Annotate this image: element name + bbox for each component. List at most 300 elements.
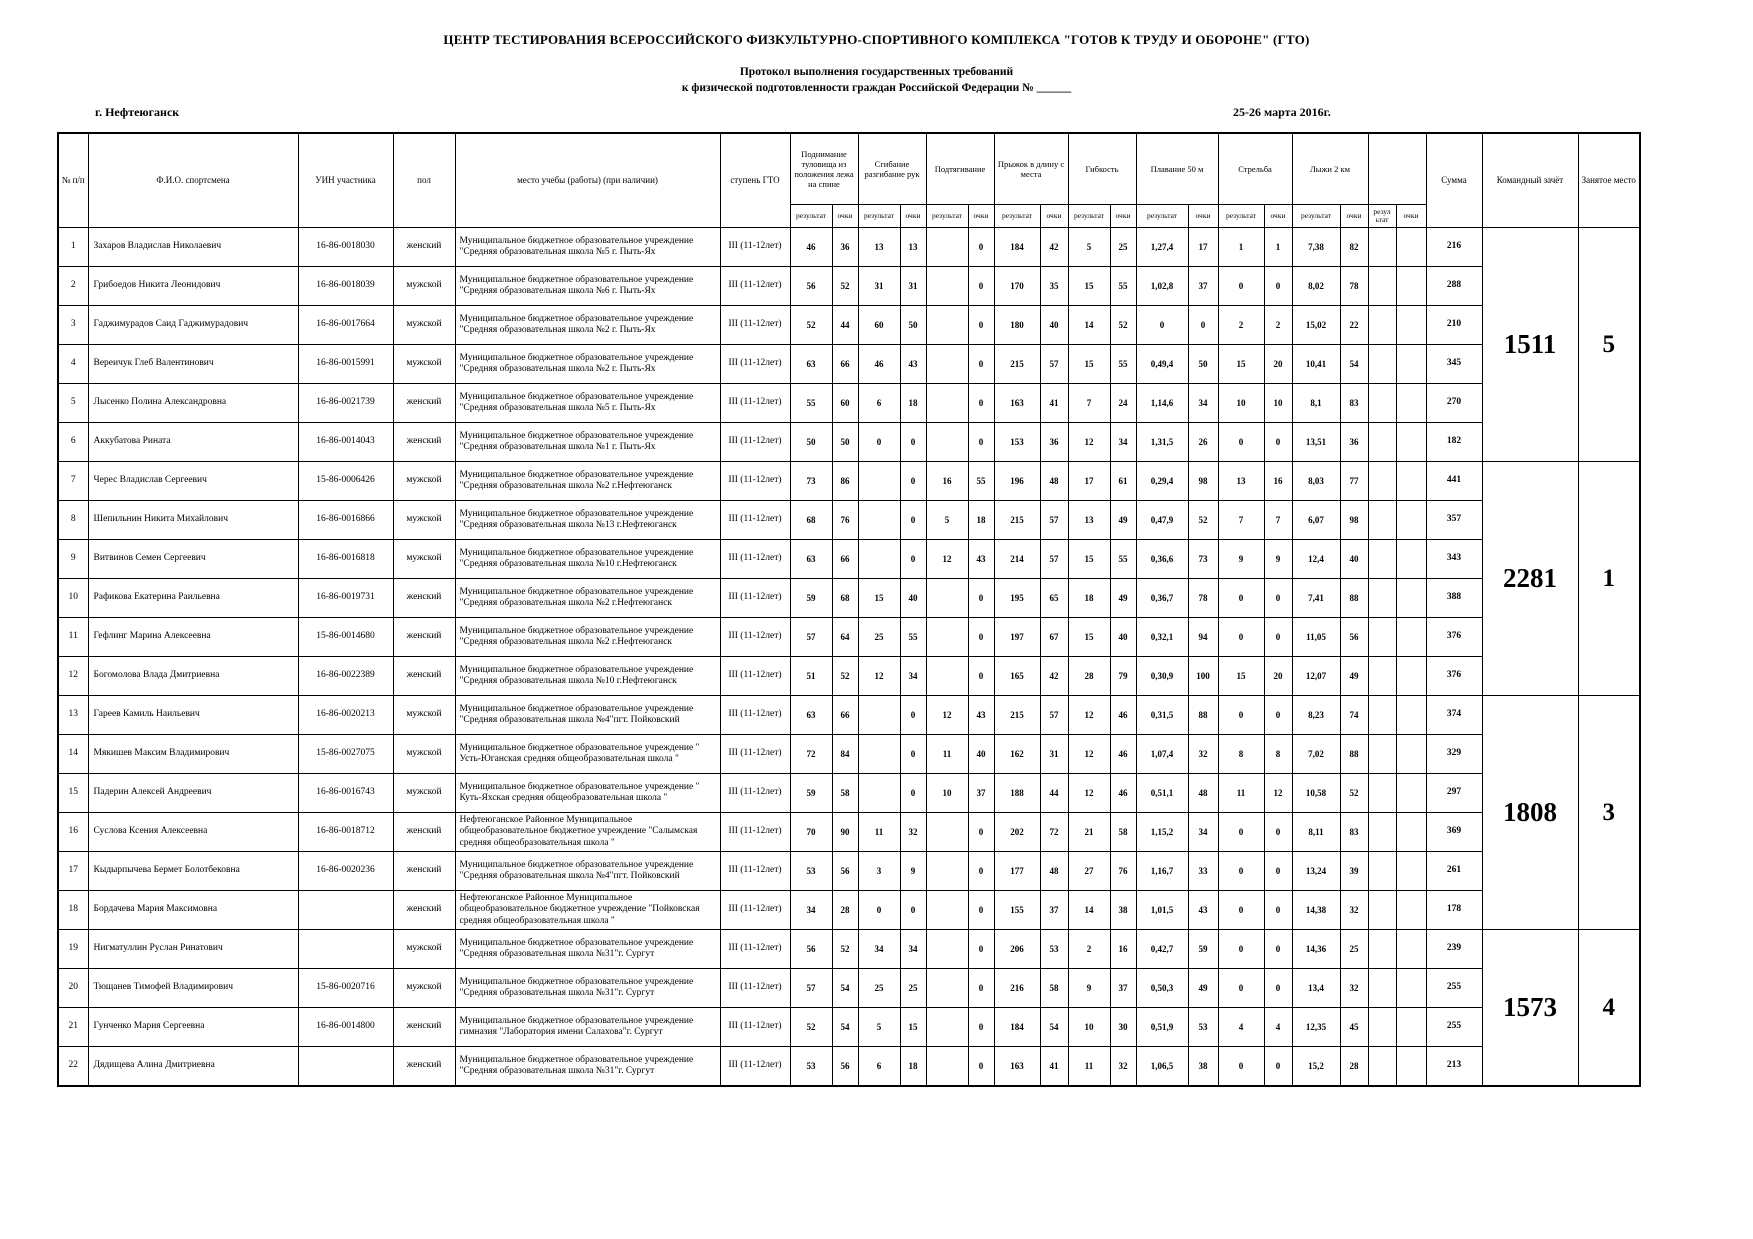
cell-value: 0 <box>968 384 994 423</box>
cell-value: 57 <box>790 618 832 657</box>
cell-value: 7 <box>1264 501 1292 540</box>
column-header: Сумма <box>1426 133 1482 228</box>
cell-value: 53 <box>1040 930 1068 969</box>
cell-value: 8,23 <box>1292 696 1340 735</box>
cell-sum: 441 <box>1426 462 1482 501</box>
table-row <box>58 306 1640 345</box>
cell-value: 34 <box>858 930 900 969</box>
cell-value: 0 <box>900 462 926 501</box>
cell-sum: 255 <box>1426 1008 1482 1047</box>
cell-value: 56 <box>1340 618 1368 657</box>
cell-gto-stage: III (11-12лет) <box>720 735 790 774</box>
cell-value: 79 <box>1110 657 1136 696</box>
cell-gto-stage: III (11-12лет) <box>720 423 790 462</box>
cell-school: Муниципальное бюджетное образовательное учреждение "Средняя образовательная школа №31"г. Сургут <box>455 930 720 969</box>
cell-gto-stage: III (11-12лет) <box>720 696 790 735</box>
cell-value <box>926 1047 968 1087</box>
cell-sum: 216 <box>1426 228 1482 267</box>
cell-value <box>1396 930 1426 969</box>
cell-value: 61 <box>1110 462 1136 501</box>
cell-value: 0,51,1 <box>1136 774 1188 813</box>
cell-athlete-name: Суслова Ксения Алексеевна <box>88 813 298 852</box>
cell-value: 0 <box>968 267 994 306</box>
cell-gto-stage: III (11-12лет) <box>720 774 790 813</box>
cell-value: 90 <box>832 813 858 852</box>
cell-value: 49 <box>1340 657 1368 696</box>
cell-value: 42 <box>1040 657 1068 696</box>
cell-value: 55 <box>900 618 926 657</box>
cell-gender: мужской <box>393 462 455 501</box>
cell-value: 59 <box>790 579 832 618</box>
cell-value: 0 <box>1218 618 1264 657</box>
cell-value: 10,58 <box>1292 774 1340 813</box>
cell-value: 31 <box>900 267 926 306</box>
cell-value: 76 <box>832 501 858 540</box>
cell-athlete-name: Захаров Владислав Николаевич <box>88 228 298 267</box>
cell-value: 94 <box>1188 618 1218 657</box>
cell-place: 3 <box>1578 696 1640 930</box>
cell-row-number: 10 <box>58 579 88 618</box>
cell-value: 15 <box>1068 540 1110 579</box>
cell-value <box>1396 618 1426 657</box>
cell-uin <box>298 1047 393 1087</box>
cell-value: 0 <box>1218 969 1264 1008</box>
cell-value: 0 <box>858 423 900 462</box>
cell-value: 88 <box>1340 579 1368 618</box>
cell-value: 9 <box>1264 540 1292 579</box>
cell-school: Муниципальное бюджетное образовательное учреждение "Средняя образовательная школа №2 г. Пыть-Ях <box>455 306 720 345</box>
cell-value: 56 <box>832 852 858 891</box>
cell-value: 52 <box>832 267 858 306</box>
cell-value: 18 <box>900 1047 926 1087</box>
cell-value: 73 <box>1188 540 1218 579</box>
cell-value: 20 <box>1264 657 1292 696</box>
cell-value: 15 <box>900 1008 926 1047</box>
cell-value: 8,11 <box>1292 813 1340 852</box>
cell-gender: мужской <box>393 930 455 969</box>
cell-value: 1,07,4 <box>1136 735 1188 774</box>
protocol-subtitle-line1: Протокол выполнения государственных требований <box>739 66 1014 78</box>
cell-value: 76 <box>1110 852 1136 891</box>
cell-value: 0 <box>1188 306 1218 345</box>
cell-gto-stage: III (11-12лет) <box>720 228 790 267</box>
table-row <box>58 930 1640 969</box>
cell-value <box>1396 657 1426 696</box>
table-row <box>58 423 1640 462</box>
cell-value: 52 <box>1110 306 1136 345</box>
cell-value: 59 <box>1188 930 1218 969</box>
cell-value: 1,06,5 <box>1136 1047 1188 1087</box>
table-row <box>58 657 1640 696</box>
cell-team-total: 1511 <box>1482 228 1578 462</box>
column-header: пол <box>393 133 455 228</box>
cell-uin: 15-86-0020716 <box>298 969 393 1008</box>
cell-sum: 369 <box>1426 813 1482 852</box>
discipline-header: Прыжок в длину с места <box>994 133 1068 205</box>
cell-gto-stage: III (11-12лет) <box>720 462 790 501</box>
cell-value <box>926 579 968 618</box>
cell-value: 55 <box>790 384 832 423</box>
cell-row-number: 4 <box>58 345 88 384</box>
subheader-result: результат <box>1218 205 1264 228</box>
cell-gender: мужской <box>393 735 455 774</box>
cell-sum: 210 <box>1426 306 1482 345</box>
cell-gender: мужской <box>393 969 455 1008</box>
subheader-points: очки <box>1188 205 1218 228</box>
cell-gto-stage: III (11-12лет) <box>720 267 790 306</box>
cell-value: 78 <box>1188 579 1218 618</box>
cell-uin: 16-86-0020213 <box>298 696 393 735</box>
cell-value: 54 <box>1040 1008 1068 1047</box>
cell-value: 0,29,4 <box>1136 462 1188 501</box>
cell-value: 15 <box>1068 267 1110 306</box>
cell-value: 12,07 <box>1292 657 1340 696</box>
cell-gto-stage: III (11-12лет) <box>720 501 790 540</box>
cell-value: 13 <box>1068 501 1110 540</box>
cell-value <box>1396 1008 1426 1047</box>
cell-gto-stage: III (11-12лет) <box>720 657 790 696</box>
table-row <box>58 462 1640 501</box>
cell-school: Муниципальное бюджетное образовательное учреждение "Средняя образовательная школа №31"г. Сургут <box>455 969 720 1008</box>
cell-gto-stage: III (11-12лет) <box>720 618 790 657</box>
cell-school: Муниципальное бюджетное образовательное учреждение гимназия "Лаборатория имени Салахова"г. Сургут <box>455 1008 720 1047</box>
cell-value: 0 <box>1264 618 1292 657</box>
cell-value <box>1368 852 1396 891</box>
cell-value: 58 <box>832 774 858 813</box>
cell-gender: мужской <box>393 774 455 813</box>
cell-row-number: 3 <box>58 306 88 345</box>
cell-value: 177 <box>994 852 1040 891</box>
cell-row-number: 2 <box>58 267 88 306</box>
cell-value <box>1396 969 1426 1008</box>
cell-value: 1,31,5 <box>1136 423 1188 462</box>
cell-uin: 15-86-0006426 <box>298 462 393 501</box>
cell-value: 43 <box>900 345 926 384</box>
cell-value: 0 <box>900 540 926 579</box>
cell-value: 31 <box>1040 735 1068 774</box>
cell-athlete-name: Бордачева Мария Максимовна <box>88 891 298 930</box>
cell-value: 5 <box>926 501 968 540</box>
cell-athlete-name: Нигматуллин Руслан Ринатович <box>88 930 298 969</box>
cell-value: 12 <box>926 540 968 579</box>
cell-athlete-name: Гаджимурадов Саид Гаджимурадович <box>88 306 298 345</box>
cell-value: 0,36,7 <box>1136 579 1188 618</box>
cell-row-number: 5 <box>58 384 88 423</box>
cell-value: 98 <box>1340 501 1368 540</box>
cell-value <box>1368 969 1396 1008</box>
cell-value: 13 <box>900 228 926 267</box>
cell-value: 41 <box>1040 384 1068 423</box>
cell-value: 0 <box>900 423 926 462</box>
cell-school: Муниципальное бюджетное образовательное учреждение "Средняя образовательная школа №6 г. Пыть-Ях <box>455 267 720 306</box>
cell-row-number: 20 <box>58 969 88 1008</box>
cell-gto-stage: III (11-12лет) <box>720 306 790 345</box>
cell-value: 6 <box>858 1047 900 1087</box>
cell-value <box>1368 891 1396 930</box>
cell-value: 49 <box>1188 969 1218 1008</box>
cell-value: 52 <box>1340 774 1368 813</box>
cell-gender: мужской <box>393 696 455 735</box>
table-row <box>58 345 1640 384</box>
cell-value: 58 <box>1110 813 1136 852</box>
cell-value: 49 <box>1110 579 1136 618</box>
cell-uin: 16-86-0016866 <box>298 501 393 540</box>
cell-value: 26 <box>1188 423 1218 462</box>
cell-value: 16 <box>1110 930 1136 969</box>
cell-gender: женский <box>393 423 455 462</box>
cell-value: 0,30,9 <box>1136 657 1188 696</box>
cell-value <box>926 657 968 696</box>
discipline-header: Гибкость <box>1068 133 1136 205</box>
cell-value: 60 <box>832 384 858 423</box>
cell-value: 0 <box>1218 423 1264 462</box>
cell-value: 0,42,7 <box>1136 930 1188 969</box>
cell-value: 59 <box>790 774 832 813</box>
cell-gender: мужской <box>393 267 455 306</box>
cell-value <box>858 735 900 774</box>
column-header: Ф.И.О. спортсмена <box>88 133 298 228</box>
cell-value: 1 <box>1264 228 1292 267</box>
cell-value: 206 <box>994 930 1040 969</box>
cell-sum: 343 <box>1426 540 1482 579</box>
cell-value: 57 <box>1040 345 1068 384</box>
cell-value: 49 <box>1110 501 1136 540</box>
cell-value: 22 <box>1340 306 1368 345</box>
cell-value: 63 <box>790 345 832 384</box>
cell-value: 21 <box>1068 813 1110 852</box>
subheader-points: очки <box>832 205 858 228</box>
cell-value <box>1396 813 1426 852</box>
cell-sum: 288 <box>1426 267 1482 306</box>
subheader-points: очки <box>1396 205 1426 228</box>
cell-value: 0 <box>1218 1047 1264 1087</box>
cell-athlete-name: Лысенко Полина Александровна <box>88 384 298 423</box>
cell-value: 0 <box>1218 852 1264 891</box>
cell-value: 2 <box>1264 306 1292 345</box>
cell-value: 52 <box>1188 501 1218 540</box>
table-row <box>58 735 1640 774</box>
cell-value: 68 <box>790 501 832 540</box>
cell-value <box>926 969 968 1008</box>
cell-sum: 345 <box>1426 345 1482 384</box>
cell-row-number: 7 <box>58 462 88 501</box>
cell-value: 13 <box>858 228 900 267</box>
cell-value: 0,36,6 <box>1136 540 1188 579</box>
cell-value: 215 <box>994 696 1040 735</box>
table-row <box>58 384 1640 423</box>
cell-value: 170 <box>994 267 1040 306</box>
cell-gto-stage: III (11-12лет) <box>720 969 790 1008</box>
cell-gender: мужской <box>393 345 455 384</box>
cell-value: 63 <box>790 540 832 579</box>
cell-gto-stage: III (11-12лет) <box>720 1047 790 1087</box>
cell-uin: 15-86-0027075 <box>298 735 393 774</box>
cell-value: 57 <box>1040 501 1068 540</box>
cell-value: 15 <box>1068 618 1110 657</box>
cell-value: 64 <box>832 618 858 657</box>
cell-gender: женский <box>393 657 455 696</box>
cell-gender: женский <box>393 813 455 852</box>
cell-school: Муниципальное бюджетное образовательное учреждение "Средняя образовательная школа №2 г. Пыть-Ях <box>455 345 720 384</box>
cell-school: Муниципальное бюджетное образовательное учреждение " Усть-Юганская средняя общеобразовательная школа " <box>455 735 720 774</box>
cell-value: 25 <box>858 969 900 1008</box>
cell-uin <box>298 891 393 930</box>
cell-value: 58 <box>1040 969 1068 1008</box>
cell-value: 50 <box>790 423 832 462</box>
subheader-points: очки <box>1110 205 1136 228</box>
cell-value: 83 <box>1340 384 1368 423</box>
cell-sum: 182 <box>1426 423 1482 462</box>
cell-value: 43 <box>968 540 994 579</box>
column-header: Командный зачёт <box>1482 133 1578 228</box>
cell-value <box>1368 1008 1396 1047</box>
cell-sum: 239 <box>1426 930 1482 969</box>
discipline-header: Поднимание туловища из положения лежа на спине <box>790 133 858 205</box>
cell-value <box>1396 1047 1426 1087</box>
discipline-header: Плавание 50 м <box>1136 133 1218 205</box>
subheader-result: результат <box>790 205 832 228</box>
cell-value: 37 <box>1110 969 1136 1008</box>
cell-value: 17 <box>1188 228 1218 267</box>
cell-value <box>926 618 968 657</box>
cell-value: 32 <box>1340 891 1368 930</box>
cell-value: 0 <box>858 891 900 930</box>
cell-value: 11 <box>858 813 900 852</box>
cell-value <box>1396 696 1426 735</box>
cell-value: 36 <box>832 228 858 267</box>
subheader-result: результат <box>1136 205 1188 228</box>
cell-value <box>1368 735 1396 774</box>
cell-school: Муниципальное бюджетное образовательное учреждение "Средняя образовательная школа №5 г. Пыть-Ях <box>455 384 720 423</box>
cell-value: 1,14,6 <box>1136 384 1188 423</box>
cell-gto-stage: III (11-12лет) <box>720 930 790 969</box>
cell-value: 48 <box>1188 774 1218 813</box>
cell-value: 13,51 <box>1292 423 1340 462</box>
cell-value: 52 <box>832 657 858 696</box>
cell-value: 8,1 <box>1292 384 1340 423</box>
cell-school: Муниципальное бюджетное образовательное учреждение "Средняя образовательная школа №5 г. Пыть-Ях <box>455 228 720 267</box>
cell-value: 52 <box>790 1008 832 1047</box>
cell-value <box>1396 774 1426 813</box>
cell-value: 15,2 <box>1292 1047 1340 1087</box>
cell-value <box>926 891 968 930</box>
cell-value: 55 <box>968 462 994 501</box>
cell-gender: женский <box>393 852 455 891</box>
cell-value: 72 <box>790 735 832 774</box>
cell-value <box>1396 384 1426 423</box>
cell-value: 74 <box>1340 696 1368 735</box>
cell-value <box>926 852 968 891</box>
cell-value <box>1396 852 1426 891</box>
cell-school: Муниципальное бюджетное образовательное учреждение "Средняя образовательная школа №31"г. Сургут <box>455 1047 720 1087</box>
cell-value: 13,24 <box>1292 852 1340 891</box>
cell-athlete-name: Богомолова Влада Дмитриевна <box>88 657 298 696</box>
cell-value <box>1396 891 1426 930</box>
cell-value: 12 <box>1068 735 1110 774</box>
cell-value: 3 <box>858 852 900 891</box>
cell-value: 86 <box>832 462 858 501</box>
cell-gender: женский <box>393 891 455 930</box>
cell-value: 34 <box>1110 423 1136 462</box>
cell-value: 0 <box>968 930 994 969</box>
date-label: 25-26 марта 2016г. <box>1233 105 1331 119</box>
cell-athlete-name: Гунченко Мария Сергеевна <box>88 1008 298 1047</box>
cell-uin: 16-86-0014800 <box>298 1008 393 1047</box>
cell-value <box>1396 306 1426 345</box>
cell-value: 8 <box>1264 735 1292 774</box>
cell-value: 35 <box>1040 267 1068 306</box>
cell-value <box>1396 267 1426 306</box>
cell-value: 54 <box>832 969 858 1008</box>
cell-row-number: 1 <box>58 228 88 267</box>
cell-value: 56 <box>832 1047 858 1087</box>
cell-value: 8,02 <box>1292 267 1340 306</box>
cell-athlete-name: Рафикова Екатерина Раильевна <box>88 579 298 618</box>
subheader-result: результат <box>1292 205 1340 228</box>
cell-sum: 357 <box>1426 501 1482 540</box>
cell-value: 53 <box>790 1047 832 1087</box>
cell-gto-stage: III (11-12лет) <box>720 345 790 384</box>
cell-value: 12 <box>926 696 968 735</box>
cell-value: 12 <box>1068 774 1110 813</box>
cell-value: 45 <box>1340 1008 1368 1047</box>
cell-value: 32 <box>1188 735 1218 774</box>
cell-value: 162 <box>994 735 1040 774</box>
cell-value: 46 <box>790 228 832 267</box>
cell-value: 188 <box>994 774 1040 813</box>
cell-value <box>858 501 900 540</box>
cell-value: 43 <box>1188 891 1218 930</box>
cell-value: 40 <box>968 735 994 774</box>
cell-value: 10 <box>1068 1008 1110 1047</box>
cell-value: 57 <box>1040 696 1068 735</box>
cell-value <box>1368 540 1396 579</box>
cell-value: 15 <box>1068 345 1110 384</box>
cell-value: 0 <box>1264 891 1292 930</box>
cell-row-number: 17 <box>58 852 88 891</box>
cell-value <box>1396 345 1426 384</box>
table-row <box>58 774 1640 813</box>
cell-gender: женский <box>393 228 455 267</box>
cell-athlete-name: Грибоедов Никита Леонидович <box>88 267 298 306</box>
cell-gto-stage: III (11-12лет) <box>720 891 790 930</box>
cell-value: 78 <box>1340 267 1368 306</box>
cell-team-total: 2281 <box>1482 462 1578 696</box>
cell-value: 2 <box>1218 306 1264 345</box>
cell-value <box>1396 423 1426 462</box>
cell-sum: 261 <box>1426 852 1482 891</box>
cell-value: 196 <box>994 462 1040 501</box>
cell-value: 13,4 <box>1292 969 1340 1008</box>
subheader-result: результат <box>1068 205 1110 228</box>
cell-value: 18 <box>900 384 926 423</box>
cell-value: 11 <box>926 735 968 774</box>
cell-value <box>1396 228 1426 267</box>
cell-value: 41 <box>1040 1047 1068 1087</box>
discipline-header: Лыжи 2 км <box>1292 133 1368 205</box>
cell-value: 1 <box>1218 228 1264 267</box>
cell-value: 36 <box>1340 423 1368 462</box>
cell-value: 184 <box>994 228 1040 267</box>
cell-uin <box>298 930 393 969</box>
cell-value: 0 <box>900 774 926 813</box>
cell-value: 50 <box>1188 345 1218 384</box>
cell-value: 0 <box>1264 813 1292 852</box>
header-row <box>58 133 1640 205</box>
cell-row-number: 14 <box>58 735 88 774</box>
cell-value: 48 <box>1040 852 1068 891</box>
discipline-header <box>1368 133 1426 205</box>
